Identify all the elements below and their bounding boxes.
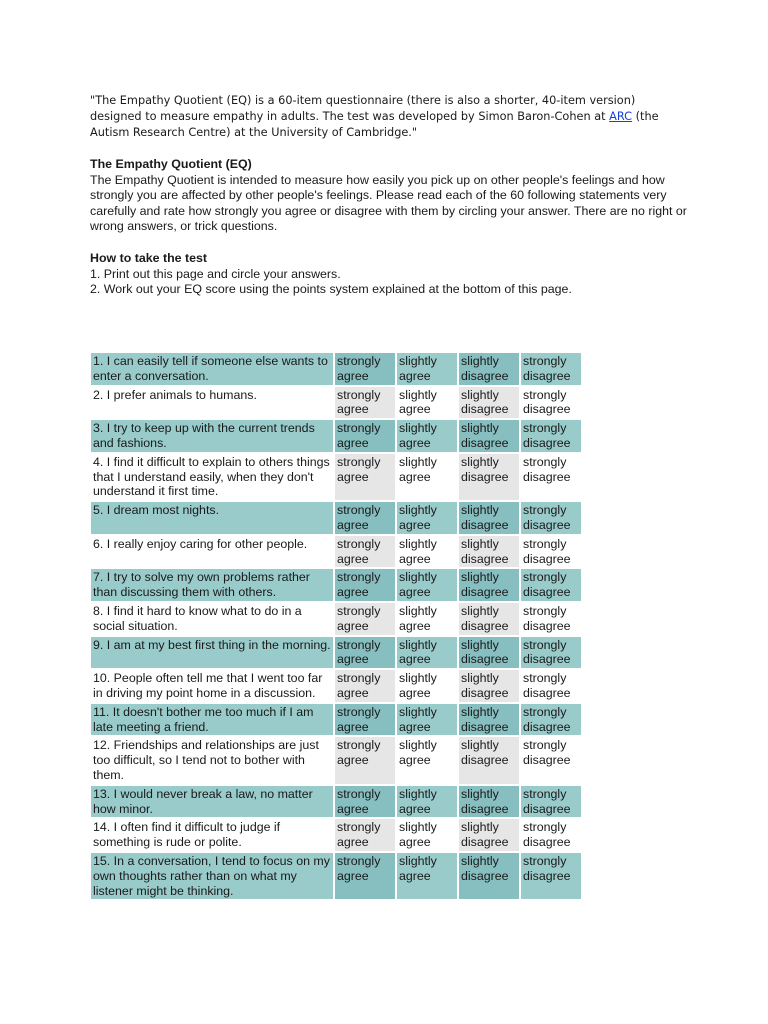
answer-option[interactable]: strongly agree (335, 569, 395, 601)
answer-option[interactable]: slightly agree (397, 704, 457, 736)
question-statement: 10. People often tell me that I went too far in driving my point home in a discussion. (93, 671, 323, 700)
answer-option[interactable]: slightly agree (397, 353, 457, 385)
question-statement: 1. I can easily tell if someone else wants to enter a conversation. (91, 353, 333, 385)
answer-option[interactable]: slightly disagree (459, 819, 519, 851)
howto-step: 1. Print out this page and circle your answers. (90, 266, 341, 281)
questionnaire-table (89, 351, 583, 901)
answer-option[interactable]: slightly disagree (459, 353, 519, 385)
question-row (91, 819, 581, 851)
answer-option[interactable]: strongly agree (335, 353, 395, 385)
answer-option[interactable]: slightly agree (399, 738, 437, 768)
answer-option[interactable]: slightly disagree (459, 637, 519, 669)
answer-option[interactable]: strongly disagree (521, 704, 581, 736)
answer-option[interactable]: strongly disagree (523, 738, 571, 768)
answer-option[interactable]: slightly agree (399, 671, 437, 700)
eq-heading: The Empathy Quotient (EQ) (90, 157, 252, 171)
answer-option[interactable]: strongly disagree (521, 502, 581, 534)
answer-option[interactable]: slightly agree (397, 786, 457, 818)
answer-option[interactable]: slightly agree (397, 502, 457, 534)
answer-option[interactable]: slightly disagree (459, 737, 519, 783)
answer-option[interactable]: strongly disagree (523, 387, 571, 417)
answer-option[interactable]: slightly disagree (459, 603, 519, 635)
question-row (91, 603, 581, 635)
question-statement: 12. Friendships and relationships are just too difficult, so I tend not to bother with them. (93, 738, 319, 782)
howto-step: 2. Work out your EQ score using the points system explained at the bottom of this page. (90, 282, 572, 296)
answer-option[interactable]: slightly agree (399, 536, 437, 566)
question-statement: 15. In a conversation, I tend to focus on my own thoughts rather than on what my listener might be thinking. (91, 853, 333, 899)
answer-option[interactable]: strongly disagree (523, 820, 571, 850)
answer-option[interactable]: slightly agree (399, 387, 437, 417)
question-row (91, 853, 581, 899)
answer-option[interactable]: strongly agree (335, 603, 395, 635)
question-statement: 11. It doesn't bother me too much if I am late meeting a friend. (91, 704, 333, 736)
answer-option[interactable]: strongly disagree (523, 454, 571, 484)
question-row (91, 670, 581, 702)
answer-option[interactable]: slightly agree (399, 820, 437, 850)
question-row (91, 454, 581, 500)
eq-description: The Empathy Quotient is intended to measure how easily you pick up on other people's feelings and how strongly you are affected by other people's feelings. Please read each of the 60 following statements very carefully and rate how strongly you agree or disagree with them by circling your answer. There are no right or wrong answers, or trick questions. (90, 172, 687, 233)
question-row (91, 704, 581, 736)
answer-option[interactable]: strongly agree (335, 704, 395, 736)
intro-quote (90, 93, 680, 141)
answer-option[interactable]: strongly agree (335, 536, 395, 568)
question-statement: 3. I try to keep up with the current trends and fashions. (91, 420, 333, 452)
question-row (91, 569, 581, 601)
question-statement: 9. I am at my best first thing in the morning. (91, 637, 333, 669)
answer-option[interactable]: strongly agree (335, 454, 395, 500)
answer-option[interactable]: strongly agree (335, 853, 395, 899)
answer-option[interactable]: strongly disagree (523, 671, 571, 700)
answer-option[interactable]: slightly agree (399, 603, 437, 633)
answer-option[interactable]: slightly agree (399, 454, 437, 484)
question-statement: 8. I find it hard to know what to do in a social situation. (93, 603, 302, 633)
answer-option[interactable]: strongly agree (335, 737, 395, 783)
questionnaire-body (91, 353, 581, 899)
question-statement: 13. I would never break a law, no matter how minor. (91, 786, 333, 818)
answer-option[interactable]: strongly agree (335, 387, 395, 419)
answer-option[interactable]: slightly agree (397, 569, 457, 601)
intro-quote-text: "The Empathy Quotient (EQ) is a 60-item questionnaire (there is also a shorter, 40-item version) designed to measure empathy in adults. The test was developed by Simon Baron-Cohen at (90, 94, 636, 123)
arc-link[interactable]: ARC (609, 110, 633, 123)
question-statement: 5. I dream most nights. (91, 502, 333, 534)
answer-option[interactable]: strongly disagree (521, 569, 581, 601)
question-row (91, 536, 581, 568)
answer-option[interactable]: strongly disagree (521, 637, 581, 669)
answer-option[interactable]: slightly disagree (459, 420, 519, 452)
answer-option[interactable]: slightly disagree (459, 387, 519, 419)
answer-option[interactable]: strongly agree (335, 637, 395, 669)
answer-option[interactable]: strongly disagree (523, 536, 571, 566)
answer-option[interactable]: strongly disagree (521, 420, 581, 452)
answer-option[interactable]: strongly agree (335, 786, 395, 818)
answer-option[interactable]: strongly disagree (521, 353, 581, 385)
answer-option[interactable]: slightly agree (397, 853, 457, 899)
question-row (91, 502, 581, 534)
answer-option[interactable]: slightly agree (397, 637, 457, 669)
answer-option[interactable]: slightly disagree (459, 454, 519, 500)
answer-option[interactable]: slightly disagree (459, 502, 519, 534)
eq-section (90, 157, 690, 235)
answer-option[interactable]: slightly disagree (459, 704, 519, 736)
answer-option[interactable]: slightly disagree (459, 853, 519, 899)
question-statement: 2. I prefer animals to humans. (93, 387, 257, 402)
answer-option[interactable]: slightly disagree (459, 670, 519, 702)
question-statement: 14. I often find it difficult to judge if something is rude or polite. (93, 820, 281, 850)
question-row (91, 420, 581, 452)
answer-option[interactable]: strongly agree (335, 420, 395, 452)
question-statement: 4. I find it difficult to explain to others things that I understand easily, when they don't understand it first time. (93, 454, 330, 499)
intro-quote-text-end: (the Autism Research Centre) at the University of Cambridge." (90, 110, 659, 139)
question-row (91, 387, 581, 419)
answer-option[interactable]: strongly agree (335, 819, 395, 851)
answer-option[interactable]: strongly agree (335, 502, 395, 534)
question-row (91, 353, 581, 385)
answer-option[interactable]: slightly disagree (459, 569, 519, 601)
howto-heading: How to take the test (90, 251, 208, 265)
howto-section (90, 251, 690, 298)
answer-option[interactable]: strongly disagree (521, 786, 581, 818)
answer-option[interactable]: slightly disagree (459, 786, 519, 818)
question-row (91, 737, 581, 783)
answer-option[interactable]: strongly disagree (521, 853, 581, 899)
question-statement: 7. I try to solve my own problems rather than discussing them with others. (91, 569, 333, 601)
answer-option[interactable]: slightly disagree (459, 536, 519, 568)
answer-option[interactable]: strongly disagree (523, 603, 571, 633)
question-statement: 6. I really enjoy caring for other people. (93, 536, 308, 551)
question-row (91, 786, 581, 818)
answer-option[interactable]: slightly agree (397, 420, 457, 452)
question-row (91, 637, 581, 669)
answer-option[interactable]: strongly agree (335, 670, 395, 702)
